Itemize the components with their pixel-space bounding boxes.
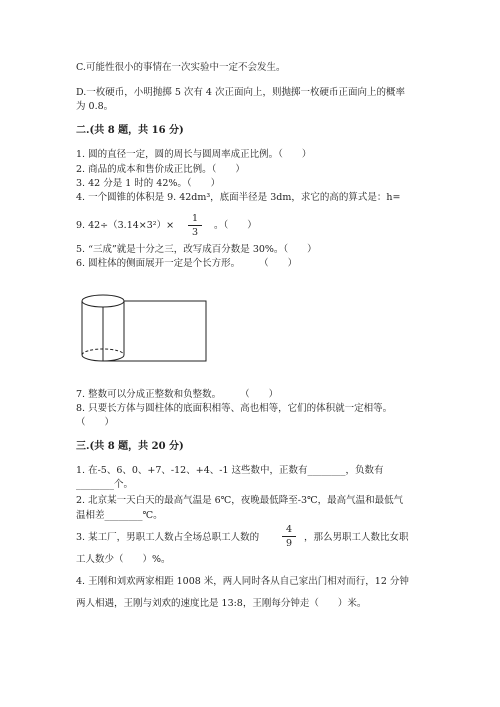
s3-question-3-line2: 工人数少（ ）%。 xyxy=(76,554,171,565)
s2-question-7: 7. 整数可以分成正整数和负整数。 （ ） xyxy=(76,389,279,400)
option-d-line2: 为 0.8。 xyxy=(76,101,114,112)
section2-heading: 二.(共 8 题，共 16 分) xyxy=(76,125,184,136)
s3-question-4-line2: 两人相遇，王刚与刘欢的速度比是 13:8，王刚每分钟走（ ）米。 xyxy=(76,598,367,609)
s3-question-2-line1: 2. 北京某一天白天的最高气温是 6℃，夜晚最低降至-3℃，最高气温和最低气 xyxy=(76,495,404,506)
s3-question-3-line1a: 3. 某工厂，男职工人数占全场总职工人数的 xyxy=(76,532,260,543)
s3-question-4-line1: 4. 王刚和刘欢两家相距 1008 米，两人同时各从自己家出门相对而行，12 分钟 xyxy=(76,576,409,587)
s3-question-2-line2: 温相差________℃。 xyxy=(76,510,163,521)
option-d-line1: D.一枚硬币，小明抛掷 5 次有 4 次正面向上，则抛掷一枚硬币正面向上的概率 xyxy=(76,87,405,98)
s3-q3-fraction xyxy=(282,524,296,549)
s2-question-6: 6. 圆柱体的侧面展开一定是个长方形。 （ ） xyxy=(76,258,298,269)
fraction-denominator: 9 xyxy=(285,538,293,549)
s2-question-4-line2b: 。（ ） xyxy=(214,220,257,231)
fraction-denominator: 3 xyxy=(191,227,199,238)
s2-question-4-line1: 4. 一个圆锥的体积是 9. 42dm³，底面半径是 3dm，求它的高的算式是：h= xyxy=(76,192,401,203)
s2-q4-fraction xyxy=(188,213,202,238)
s2-question-8-line1: 8. 只要长方体与圆柱体的底面积相等、高也相等，它们的体积就一定相等。 xyxy=(76,403,393,414)
s2-question-2: 2. 商品的成本和售价成正比例。（ ） xyxy=(76,164,245,175)
s2-question-8-line2: （ ） xyxy=(76,417,115,428)
s2-question-5: 5. “三成”就是十分之三，改写成百分数是 30%。（ ） xyxy=(76,244,317,255)
s3-question-1-line1: 1. 在-5、6、0、+7、-12、+4、-1 这些数中，正数有________，负数有 xyxy=(76,465,384,476)
s2-question-3: 3. 42 分是 1 时的 42%。（ ） xyxy=(76,178,221,189)
cylinder-unfold-figure xyxy=(76,290,216,370)
option-c: C.可能性很小的事情在一次实验中一定不会发生。 xyxy=(76,62,286,73)
section3-heading: 三.(共 8 题，共 20 分) xyxy=(76,441,184,452)
fraction-numerator: 1 xyxy=(191,213,199,224)
s3-question-3-line1b: ，那么男职工人数比女职 xyxy=(304,532,409,543)
s2-question-1: 1. 圆的直径一定，圆的周长与圆周率成正比例。（ ） xyxy=(76,149,312,160)
s2-question-4-line2a: 9. 42÷（3.14×3²）× xyxy=(76,220,175,231)
s3-question-1-line2: ________个。 xyxy=(76,479,134,490)
fraction-numerator: 4 xyxy=(285,524,293,535)
